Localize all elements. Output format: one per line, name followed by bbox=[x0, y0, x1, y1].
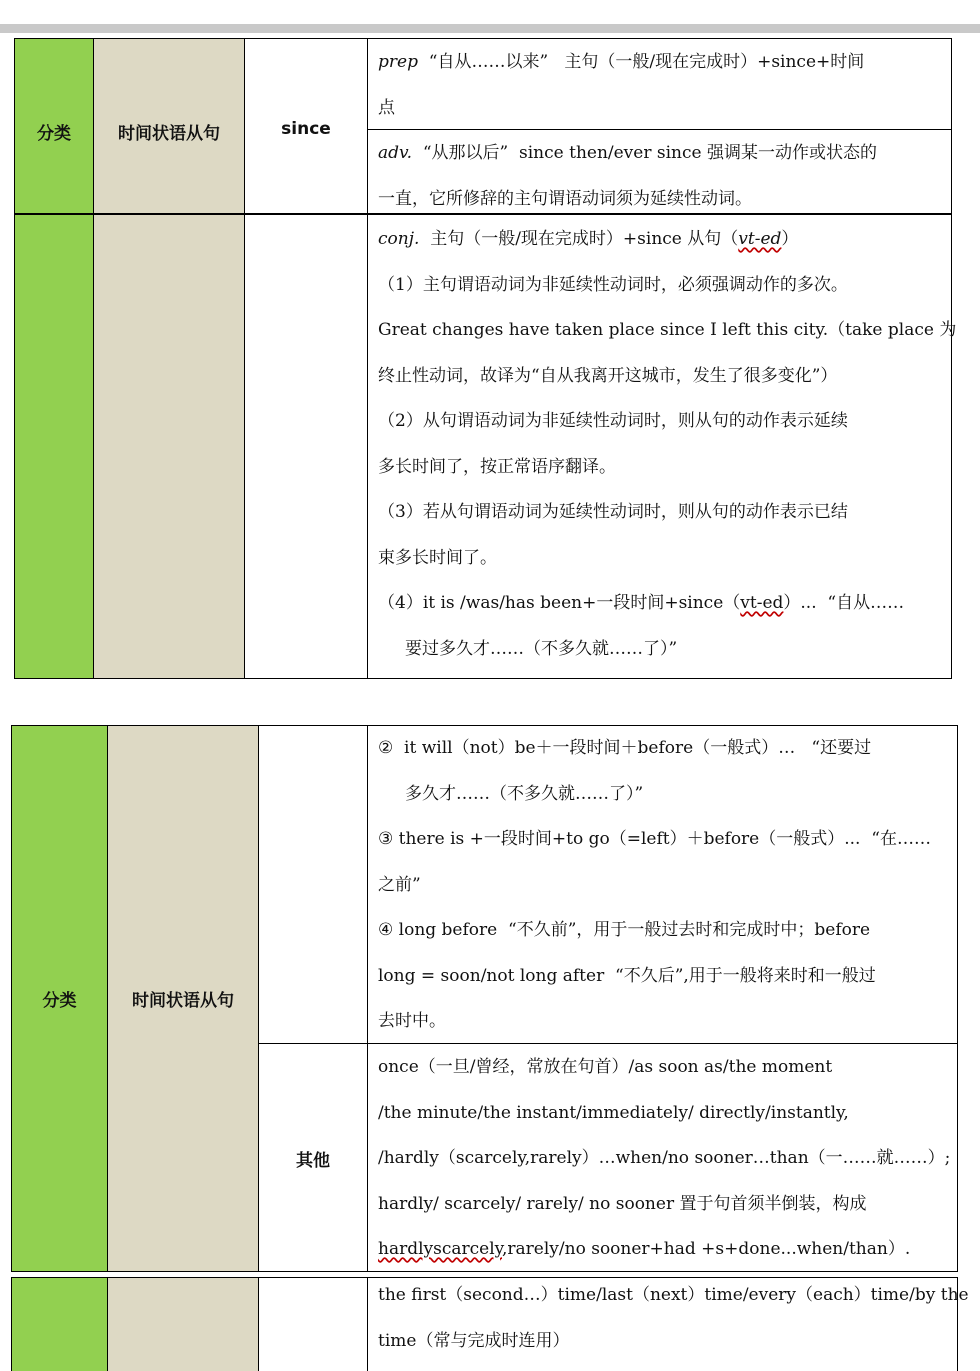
clause-type-label: 时间状语从句 bbox=[132, 991, 234, 1011]
text-line: Great changes have taken place since I left this city.（take place 为 bbox=[378, 320, 957, 340]
text-line: （3）若从句谓语动词为延续性动词时，则从句的动作表示已结 bbox=[378, 502, 848, 522]
text-line: 一直，它所修辞的主句谓语动词须为延续性动词。 bbox=[378, 188, 752, 209]
text-line: conj. 主句（一般/现在完成时）+since 从句（vt-ed） bbox=[378, 229, 799, 249]
since-adv-usage bbox=[378, 131, 877, 222]
text-line: once（一旦/曾经，常放在句首）/as soon as/the moment bbox=[378, 1057, 833, 1077]
text-line: ③ there is +一段时间+to go（=left）＋before（一般式）... “在…… bbox=[378, 829, 931, 849]
text-line: ④ long before “不久前”，用于一般过去时和完成时中；before bbox=[378, 920, 871, 940]
before-usage bbox=[378, 726, 931, 1045]
text-line: adv. “从那以后” since then/ever since 强调某一动作或状态的 bbox=[378, 143, 877, 163]
category-cell-cont bbox=[15, 215, 93, 678]
text-line: （1）主句谓语动词为非延续性动词时，必须强调动作的多次。 bbox=[378, 274, 848, 295]
text-line: 多久才……（不多久就……了）” bbox=[378, 783, 644, 804]
keyword-other: 其他 bbox=[296, 1151, 330, 1171]
clause-type-label: 时间状语从句 bbox=[118, 124, 220, 144]
text-line: 点 bbox=[378, 97, 395, 118]
text-line: hardly/ scarcely/ rarely/ no sooner 置于句首须半倒装，构成 bbox=[378, 1193, 867, 1214]
text-line: 束多长时间了。 bbox=[378, 547, 497, 568]
category-label: 分类 bbox=[37, 124, 71, 144]
category-label: 分类 bbox=[42, 991, 77, 1011]
text-line: （4）it is /was/has been+一段时间+since（vt-ed）... “自从…… bbox=[378, 593, 905, 613]
text-line: hardlyscarcely,rarely/no sooner+had +s+done...when/than）. bbox=[378, 1239, 911, 1259]
text-line: /the minute/the instant/immediately/ directly/instantly, bbox=[378, 1102, 849, 1123]
text-line: time（常与完成时连用） bbox=[378, 1330, 570, 1351]
text-line: ② it will（not）be＋一段时间＋before（一般式）… “还要过 bbox=[378, 738, 872, 758]
text-line: the first（second…）time/last（next）time/every（each）time/by the bbox=[378, 1285, 969, 1305]
keyword-since: since bbox=[281, 119, 331, 139]
text-line: 之前” bbox=[378, 874, 421, 895]
text-line: 要过多久才……（不多久就……了）” bbox=[378, 638, 678, 659]
since-conj-usage bbox=[378, 217, 956, 672]
category-cell bbox=[12, 1278, 107, 1371]
time-phrase-usage bbox=[378, 1273, 969, 1364]
clause-type-cell-cont bbox=[94, 215, 244, 678]
since-prep-usage bbox=[378, 40, 864, 131]
text-line: long = soon/not long after “不久后”,用于一般将来时和一般过 bbox=[378, 965, 876, 986]
text-line: （2）从句谓语动词为非延续性动词时，则从句的动作表示延续 bbox=[378, 411, 848, 431]
other-conjunctions bbox=[378, 1045, 950, 1273]
page-top-rule bbox=[0, 24, 980, 33]
text-line: 终止性动词，故译为“自从我离开这城市，发生了很多变化”） bbox=[378, 365, 838, 386]
clause-type-cell bbox=[108, 1278, 258, 1371]
text-line: 多长时间了，按正常语序翻译。 bbox=[378, 456, 616, 477]
text-line: prep “自从……以来” 主句（一般/现在完成时）+since+时间 bbox=[378, 52, 865, 72]
text-line: 去时中。 bbox=[378, 1011, 446, 1031]
text-line: /hardly（scarcely,rarely）…when/no sooner…than（一……就……）; bbox=[378, 1148, 951, 1168]
